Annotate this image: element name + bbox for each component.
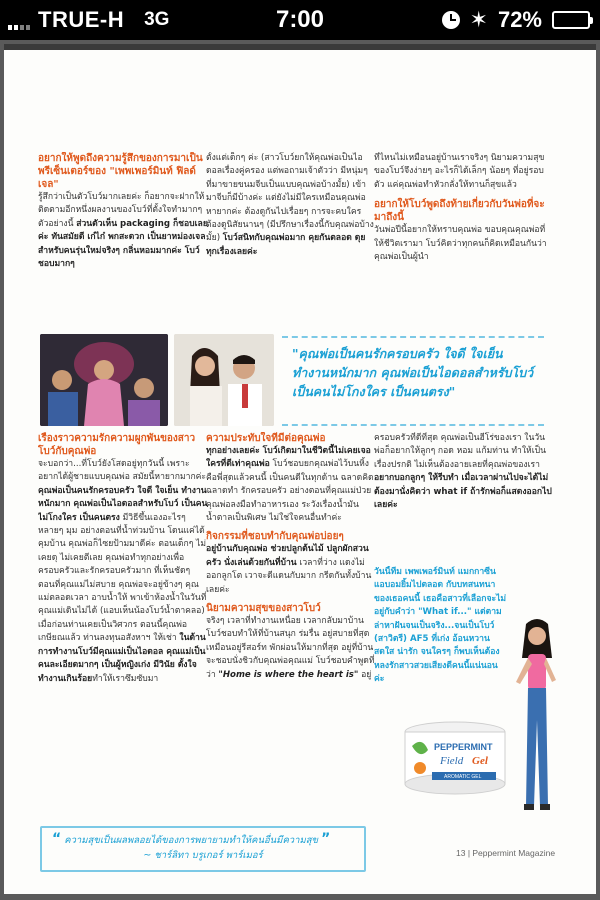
family-photo (40, 334, 168, 426)
paragraph (38, 458, 208, 686)
text: ทำให้เราซึมซับมา (92, 673, 159, 684)
page-top-edge (4, 44, 596, 50)
paragraph (206, 445, 376, 525)
bottom-quote-box (40, 826, 366, 872)
text: เข้ามาจีบก็มีบ้างค่ะ แต่ยังไม่มีใครเหมือนคุณพ่อ หายากค่ะ ต้องดูกันไปเรื่อยๆ การจะคบใครต้องดูนิสัยนานๆ (มีปรึกษาเรื่องนี้กับคุณพ่อบ้างมั้ย) (206, 179, 374, 244)
product-name-line1: PEPPERMINT (434, 742, 493, 752)
status-right (442, 0, 590, 40)
section-heading: อยากให้โบว์พูดถึงท้ายเกี่ยวกับวันพ่อที่จะมาถึงนี้ (374, 199, 545, 224)
bold-text: ในด้านการทำงานโบว์มีคุณแม่เป็นไอดอล คุณแม่เป็นคนละเอียดมากๆ เป็นผู้หญิงเก่ง มีวินัย ตั้งใจทำงานเกินร้อย (38, 633, 206, 684)
section-heading: ความประทับใจที่มีต่อคุณพ่อ (206, 433, 326, 444)
bold-text: ส่วนตัวเห็น packaging ก็ชอบเลยค่ะ ทันสมัยดี เก๋ไก๋ พกสะดวก เป็นยาหม่องเจลสำหรับคนรุ่นใหม่จริงๆ กลิ่นหอมมากค่ะ โบว์ชอบมากๆ (38, 218, 208, 270)
section-heading: นิยามความสุขของสาวโบว์ (206, 603, 321, 615)
text: จริงๆ เวลาที่ทำงานเหนื่อย เวลากลับมาบ้านโบว์ชอบทำให้ที่บ้านสนุก ร่มรื่น อยู่สบายที่สุด เหมือนอยู่รีสอร์ท พักผ่อนให้มากที่สุด อยู่ที่บ้านจะชอบนั่งชิวกับคุณพ่อคุณแม่ โบว์ชอบคำพูดที่ว่า (206, 616, 375, 680)
status-bar (0, 0, 600, 40)
carrier-name: TRUE-H (38, 7, 125, 32)
text: จะบอกว่า...ที่โบว์ยังโสดอยู่ทุกวันนี้ เพราะอยากได้ผู้ชายแบบคุณพ่อ สมัยนี้หายากมากค่ะ (38, 459, 207, 483)
text: มีวิธีขึ้นเองอะไรๆ หลายๆ มุม อย่างตอนที่น้ำท่วมบ้าน โดนแค่ได้คุมบ้าน คุณพ่อก็ไซยป้ามมาดีค่ะ ตอนเด็กๆ ไม่เคยดุ ไม่เคยตีเลย คุณพ่อทำทุกอย่างเพื่อครอบครัวและรักครอบครัวมาก ที่เห็นชัดๆ ตอนที่คุณแม่ไม่สบาย คุณพ่อจะอยู่ข้างๆ คุณแม่ตลอดเวลา อาบน้ำให้ พาเข้าห้องน้ำในวันที่คุณแม่เดินไม่ได้ (แอบเห็นน้องโบว์น้ำตาคลอ) เมื่อก่อนท่านเคยเป็นวิศวกร ตอนนี้คุณพ่อเกษียณแล้ว ท่านลงทุนอสังหาฯ ให้เช่า (38, 512, 207, 644)
paragraph (38, 191, 208, 271)
model-figure-art (510, 616, 564, 816)
text: รู้สึกว่าเป็นตัวโบว์มากเลยค่ะ ก็อยากจะฝากให้ติดตามอีกหนึ่งผลงานของโบว์ที่ตั้งใจทำมากๆ ตัวอย่างนี้ (38, 192, 205, 229)
article-column-1-top (38, 152, 208, 334)
text: เวลาที่ว่าง แดงไม่ออกลูกโต เวาจะดีแดนกับมาก กรีดกันทั้งบ้านเลยค่ะ (206, 557, 372, 595)
text: ตั้งแต่เด็กๆ ค่ะ (สาวโบว์ยกให้คุณพ่อเป็นไอดอลเรื่องคู่ครอง แต่พอถามเจ้าตัวว่า มีหนุ่มๆ ที่มาขายขนมจีบเป็นแบบคุณพ่อบ้างมั้ย) (206, 153, 368, 190)
article-column-1-bottom (38, 432, 208, 820)
bottom-quote-text-row (52, 832, 354, 848)
bold-text: โบว์สนิทกับคุณพ่อมาก คุยกันตลอด ดุยทุกเรื่องเลยค่ะ (206, 233, 366, 257)
product-name-line2: Field (440, 755, 464, 767)
paragraph: วันพ่อปีนี้อยากให้ทราบคุณพ่อ ขอบคุณคุณพ่อที่ให้ชีวิตเรามา โบว์คิดว่าทุกคนก็คิดเหมือนกันว่าคุณพ่อเป็นผู้นำ (374, 225, 547, 263)
bold-text: "Home is where the heart is" (218, 669, 359, 680)
bottom-quote-text: ความสุขเป็นผลพลอยได้ของการพยายามทำให้คนอื่นมีความสุข (64, 835, 319, 846)
bluetooth-icon: ✶ (469, 7, 488, 32)
paragraph (206, 543, 376, 597)
product-name-line3: Gel (472, 755, 488, 767)
product-jar (402, 720, 508, 798)
battery-icon (552, 11, 590, 29)
section-heading: เรื่องราวความรักความผูกพันของสาวโบว์กับคุณพ่อ (38, 433, 196, 457)
paragraph (206, 615, 376, 682)
open-quote-icon: “ (52, 831, 62, 847)
article-column-3-closing (374, 566, 508, 716)
product-jar-art (402, 720, 508, 798)
paragraph (206, 152, 376, 259)
bottom-quote-author: ~ ชาร์ลิทา บรูเกอร์ พาร์เมอร์ (143, 850, 263, 861)
closing-paragraph: วันนี้ทีม เพพเพอร์มินท์ แมกกาซีน แอบอมยิ้มไปตลอด กับบทสนทนาของเธอคนนี้ เธอคือสาวที่เลือกจะไม่อยู่กับคำว่า "What if..." แต่ตามล่าหาฝันจนเป็นจริง...จนเป็นโบว์ (สาวิตรี) AF5 ที่เก่ง อ้อนหวาน สดใส น่ารัก จนใครๆ ก็พบเห็นต้องหลงรักสาวสวยเสียงดีคนนี้แน่นอนค่ะ (374, 567, 507, 685)
paragraph: ที่ไหนไม่เหมือนอยู่บ้านเราจริงๆ นิยามความสุขของโบว์จึงง่ายๆ อะไรก็ได้เล็กๆ น้อยๆ ที่อยู่รอบตัว แค่คุณพ่อทำหัวกลั่งให้ทานก็สุขแล้ว (374, 153, 545, 190)
section-heading: กิจกรรมที่ชอบทำกับคุณพ่อบ่อยๆ (206, 531, 344, 543)
product-name-line4: AROMATIC GEL (444, 774, 482, 780)
bold-text: ทุกอย่างเลยค่ะ โบว์เกิดมาในชีวิตนี้ไม่เคยเจอใครที่ดีเท่าคุณพ่อ (206, 446, 371, 470)
father-daughter-photo (174, 334, 274, 426)
magazine-page[interactable] (4, 44, 596, 894)
bold-text: อยากบอกลูกๆ ให้รีบทำ เมื่อเวลาผ่านไปจะได้ไม่ต้องมานั่งคิดว่า what if ถ้ารักพ่อก็แสดงออกไปเลยค่ะ (374, 473, 552, 511)
clock-icon (442, 11, 460, 29)
status-time: 7:00 (275, 6, 325, 33)
paragraph (374, 432, 552, 512)
bold-text: คุณพ่อเป็นคนรักครอบครัว ใจดี ใจเย็น ทำงานหนักมาก คุณพ่อเป็นไอดอลสำหรับโบว์ เป็นคนไม่โกงใคร เป็นคนตรง (38, 485, 208, 523)
bold-text: อยู่บ้านกับคุณพ่อ ช่วยปลูกต้นไม้ ปลูกผักสวนครัว นั่งเล่นด้วยกันที่บ้าน (206, 544, 369, 568)
text: อยู่ (358, 669, 372, 680)
article-column-2-bottom (206, 432, 376, 820)
model-figure (510, 616, 564, 816)
section-heading: อยากให้พูดถึงความรู้สึกของการมาเป็นพรีเซ็นเตอร์ของ "เพพเพอร์มินท์ ฟิลด์ เจล" (38, 153, 203, 190)
article-column-2-top (206, 152, 376, 334)
close-quote-icon: ” (321, 831, 331, 847)
text: โบว์ชอบยกคุณพ่อไว้บนหิ้งคือพี่สุดแล้วคนนี้ เป็นคนดีในทุกด้าน ฉลาดคิด ฉลาดทำ รักครอบครัว อย่างตอนที่คุณแม่ป่วยคุณพ่อลงมือทำอาหารเอง ระวังเรื่องน้ำมัน น้ำตาลเป็นพิเศษ ไม่ใช่ใจคนอื่นทำค่ะ (206, 459, 374, 524)
father-daughter-photo-art (174, 334, 274, 426)
pull-quote: "คุณพ่อเป็นคนรักครอบครัว ใจดี ใจเย็น ทำงานหนักมาก คุณพ่อเป็นไอดอลสำหรับโบว์ เป็นคนไม่โกงใคร เป็นคนตรง" (282, 336, 544, 426)
text: ครอบครัวที่ดีที่สุด คุณพ่อเป็นฮีโร่ของเรา ในวันพ่อก็อยากให้ลูกๆ กอด หอม แก้มท่าน ทำให้เป็นเรื่องปรกติ ไม่เห็นต้องอายเลยที่คุณพ่อของเรา (374, 433, 546, 470)
article-column-3-top (374, 152, 552, 334)
family-photo-art (40, 334, 168, 426)
page-number: 13 | Peppermint Magazine (456, 848, 556, 858)
network-type: 3G (144, 9, 170, 30)
battery-percent: 72% (497, 7, 542, 32)
